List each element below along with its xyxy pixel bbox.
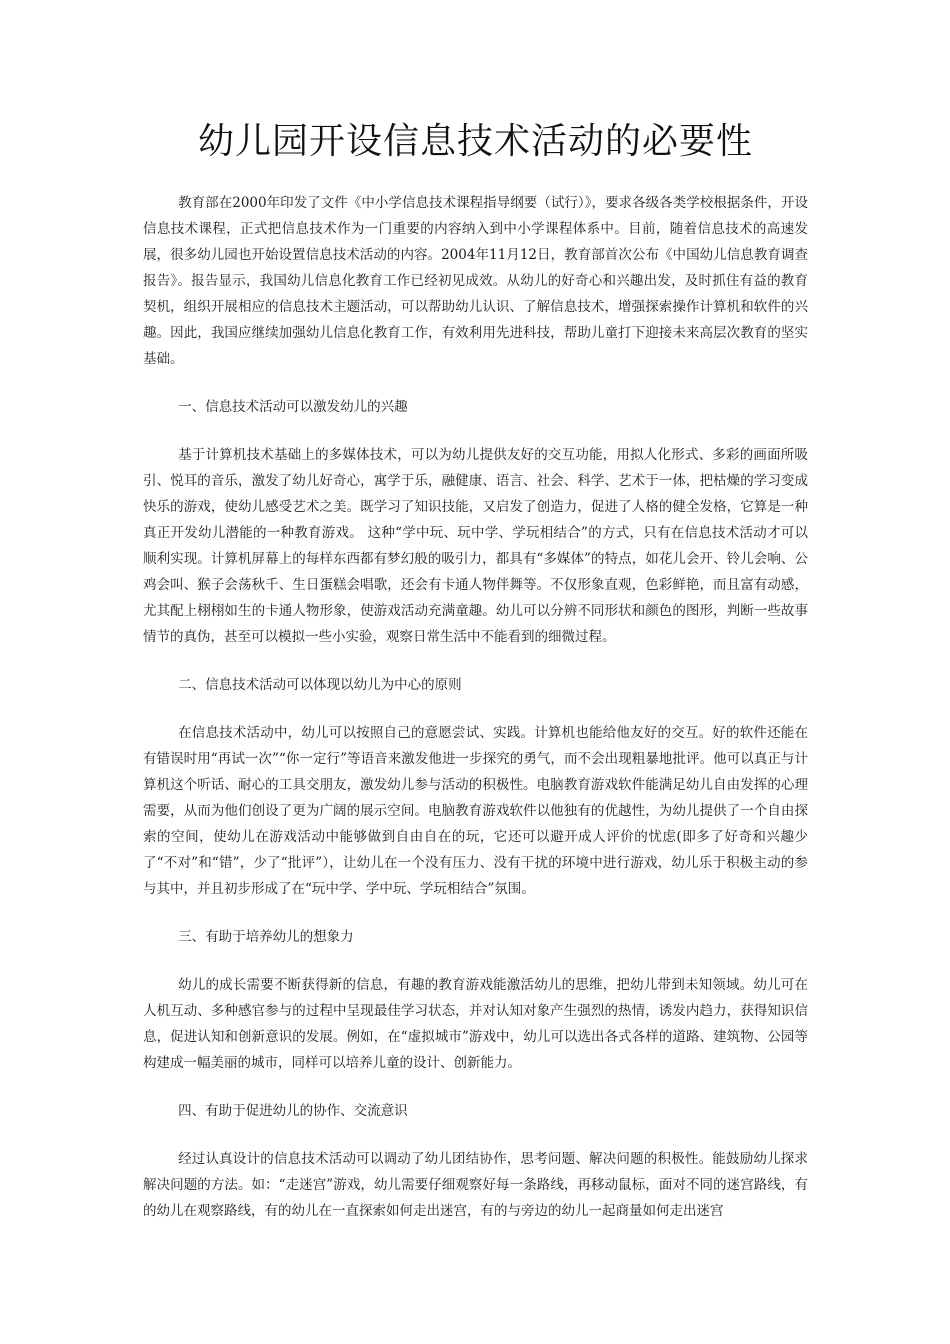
section-1-heading: 一、信息技术活动可以激发幼儿的兴趣 <box>178 399 408 415</box>
section-4-heading: 四、有助于促进幼儿的协作、交流意识 <box>178 1103 408 1119</box>
section-3-heading: 三、有助于培养幼儿的想象力 <box>178 929 354 945</box>
document-page <box>143 118 808 1246</box>
document-title: 幼儿园开设信息技术活动的必要性 <box>197 121 753 162</box>
section-2-heading: 二、信息技术活动可以体现以幼儿为中心的原则 <box>178 677 462 693</box>
section-4-body: 经过认真设计的信息技术活动可以调动了幼儿团结协作，思考问题、解决问题的积极性。能鼓励幼儿探求解决问题的方法。如：“走迷宫”游戏，幼儿需要仔细观察好每一条路线，再移动鼠标，面对不同的迷宫路线，有的幼儿在观察路线，有的幼儿在一直探索如何走出迷宫，有的与旁边的幼儿一起商量如何走出迷宫 <box>143 1151 808 1219</box>
section-2-body: 在信息技术活动中，幼儿可以按照自己的意愿尝试、实践。计算机也能给他友好的交互。好的软件还能在有错误时用“再试一次”“你一定行”等语音来激发他进一步探究的勇气，而不会出现粗暴地批评。他可以真正与计算机这个听话、耐心的工具交朋友，激发幼儿参与活动的积极性。电脑教育游戏软件能满足幼儿自由发挥的心理需要，从而为他们创设了更为广阔的展示空间。电脑教育游戏软件以他独有的优越性，为幼儿提供了一个自由探索的空间，使幼儿在游戏活动中能够做到自由自在的玩，它还可以避开成人评价的忧虑(即多了好奇和兴趣少了“不对”和“错”，少了“批评”），让幼儿在一个没有压力、没有干扰的环境中进行游戏，幼儿乐于积极主动的参与其中，并且初步形成了在“玩中学、学中玩、学玩相结合”氛围。 <box>143 725 808 897</box>
intro-paragraph: 教育部在2000年印发了文件《中小学信息技术课程指导纲要（试行）》，要求各级各类学校根据条件，开设信息技术课程，正式把信息技术作为一门重要的内容纳入到中小学课程体系中。目前，随着信息技术的高速发展，很多幼儿园也开始设置信息技术活动的内容。2004年11月12日，教育部首次公布《中国幼儿信息教育调查报告》。报告显示，我国幼儿信息化教育工作已经初见成效。从幼儿的好奇心和兴趣出发，及时抓住有益的教育契机，组织开展相应的信息技术主题活动，可以帮助幼儿认识、了解信息技术，增强探索操作计算机和软件的兴趣。因此，我国应继续加强幼儿信息化教育工作，有效利用先进科技，帮助儿童打下迎接未来高层次教育的坚实基础。 <box>143 195 808 367</box>
section-1-body: 基于计算机技术基础上的多媒体技术，可以为幼儿提供友好的交互功能，用拟人化形式、多彩的画面所吸引、悦耳的音乐，激发了幼儿好奇心，寓学于乐，融健康、语言、社会、科学、艺术于一体，把枯燥的学习变成快乐的游戏，使幼儿感受艺术之美。既学习了知识技能，又启发了创造力，促进了人格的健全发格，它算是一种真正开发幼儿潜能的一种教育游戏。 这种“学中玩、玩中学、学玩相结合”的方式，只有在信息技术活动才可以顺利实现。计算机屏幕上的每样东西都有梦幻般的吸引力，都具有“多媒体”的特点，如花儿会开、铃儿会响、公鸡会叫、猴子会荡秋千、生日蛋糕会唱歌，还会有卡通人物伴舞等。不仅形象直观，色彩鲜艳，而且富有动感，尤其配上栩栩如生的卡通人物形象，使游戏活动充满童趣。幼儿可以分辨不同形状和颜色的图形，判断一些故事情节的真伪，甚至可以模拟一些小实验，观察日常生活中不能看到的细微过程。 <box>143 447 808 645</box>
section-3-body: 幼儿的成长需要不断获得新的信息，有趣的教育游戏能激活幼儿的思维，把幼儿带到未知领域。幼儿可在人机互动、多种感官参与的过程中呈现最佳学习状态，并对认知对象产生强烈的热情，诱发内趋力，获得知识信息，促进认知和创新意识的发展。例如，在“虚拟城市”游戏中，幼儿可以选出各式各样的道路、建筑物、公园等构建成一幅美丽的城市，同样可以培养儿童的设计、创新能力。 <box>143 977 808 1071</box>
